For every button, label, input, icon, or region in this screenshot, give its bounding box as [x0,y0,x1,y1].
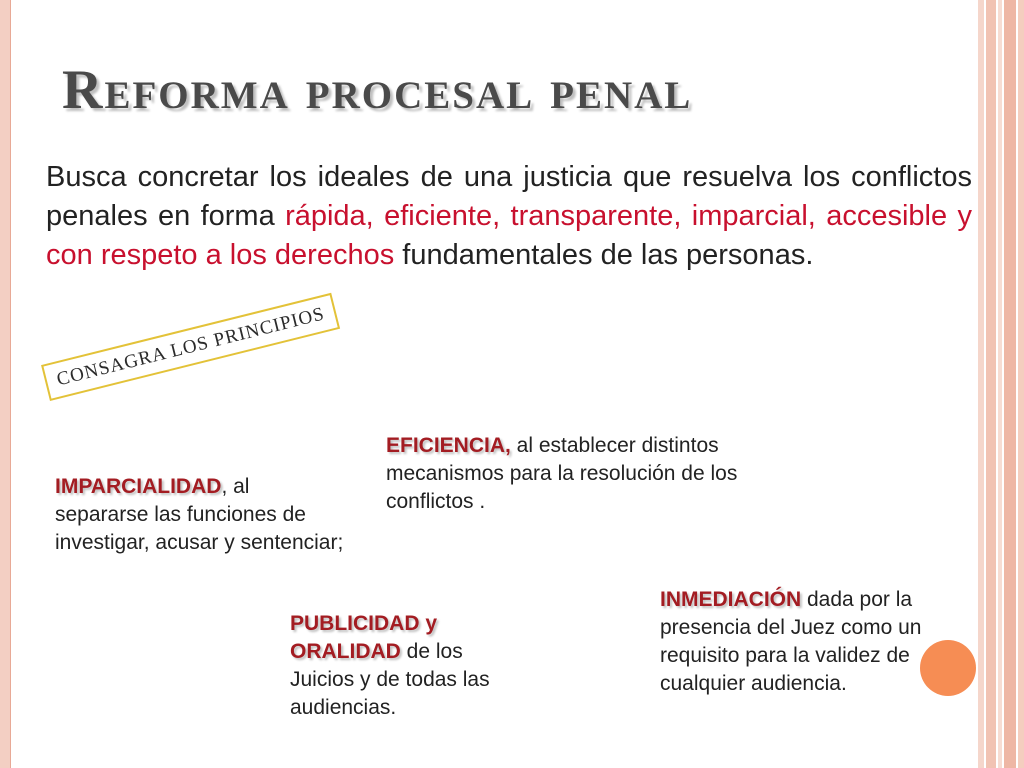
intro-paragraph [46,158,972,275]
principle-description: al establecer distintos mecanismos para la resolución de los conflictos . [386,434,738,513]
principle-keyword: INMEDIACIÓN [660,588,802,611]
principle-eficiencia [386,432,746,516]
principles-stamp: CONSAGRA LOS PRINCIPIOS [41,293,340,401]
left-decorative-border [0,0,11,768]
principle-keyword: EFICIENCIA, [386,434,511,457]
intro-text-end: fundamentales de las personas. [394,239,814,271]
intro-text-start: Busca concretar los ideales de una justicia que resuelva los conflictos penales en forma [46,161,972,232]
principle-imparcialidad [55,473,345,557]
principle-keyword: PUBLICIDAD y ORALIDAD [290,612,438,663]
principle-description: de los Juicios y de todas las audiencias. [290,640,490,719]
principle-description: , al separarse las funciones de investigar, acusar y sentenciar; [55,475,344,554]
principle-keyword: IMPARCIALIDAD [55,475,222,498]
principle-publicidad-oralidad [290,610,520,722]
intro-highlight: rápida, eficiente, transparente, imparcial, accesible y con respeto a los derechos [46,200,972,271]
orange-circle-decoration [920,640,976,696]
slide-title: Reforma procesal penal [62,59,693,121]
principle-description: dada por la presencia del Juez como un requisito para la validez de cualquier audiencia. [660,588,922,695]
